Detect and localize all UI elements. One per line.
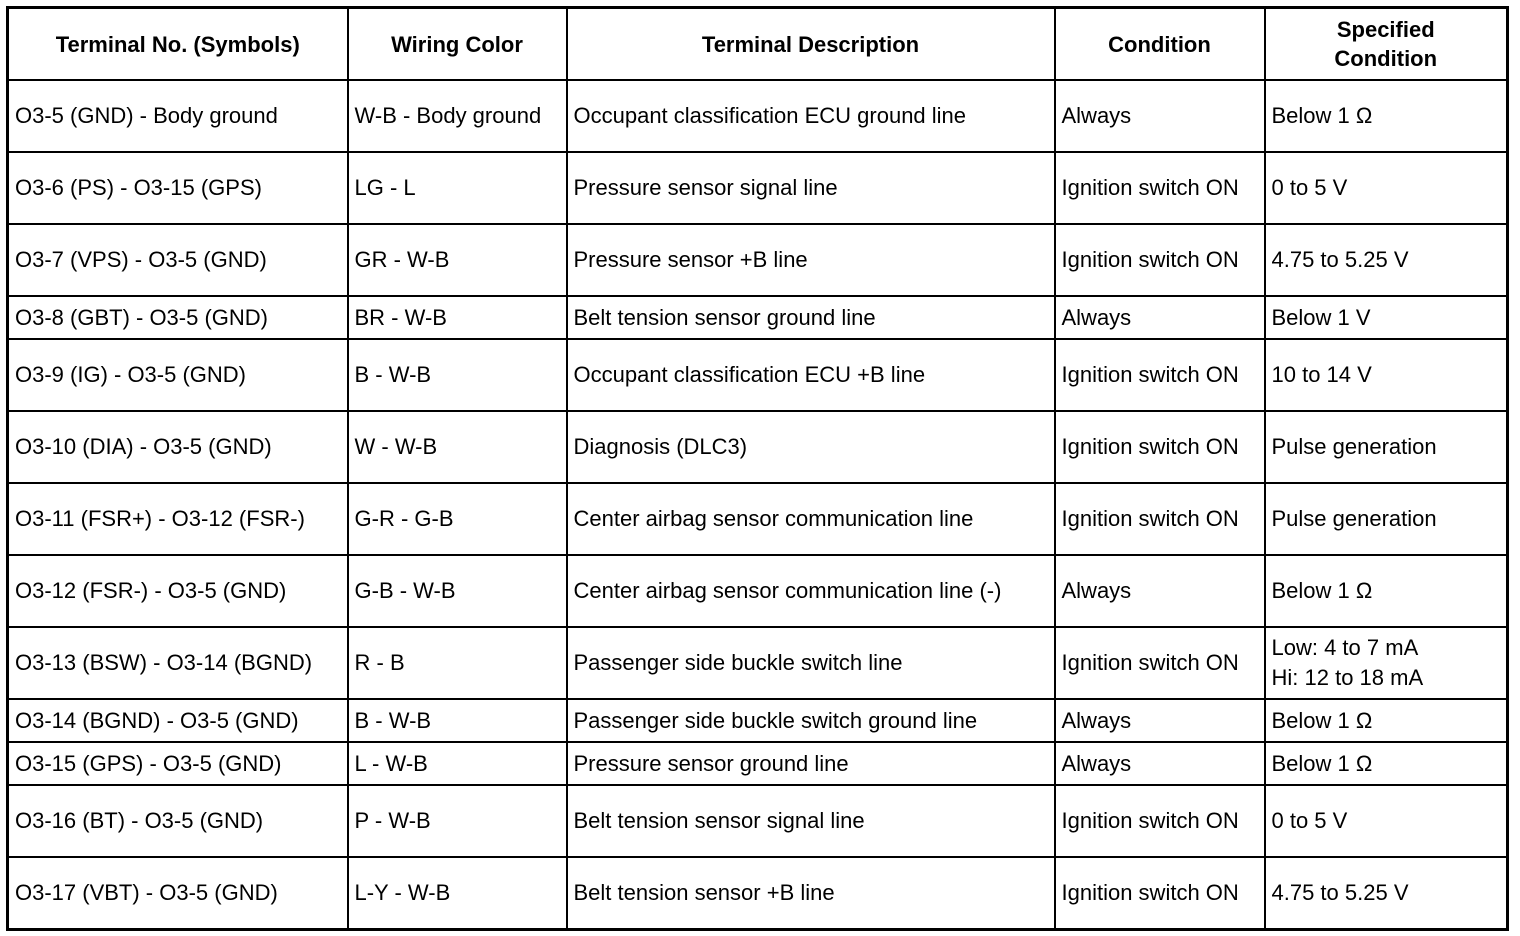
condition-cell: Ignition switch ON bbox=[1055, 411, 1265, 483]
table-row bbox=[8, 785, 1508, 857]
specified-condition-cell: 4.75 to 5.25 V bbox=[1265, 857, 1508, 930]
wiring-color-cell: G-B - W-B bbox=[348, 555, 567, 627]
description-cell: Belt tension sensor +B line bbox=[567, 857, 1055, 930]
description-cell: Occupant classification ECU ground line bbox=[567, 80, 1055, 152]
table-row bbox=[8, 224, 1508, 296]
specified-condition-cell: 0 to 5 V bbox=[1265, 152, 1508, 224]
specified-condition-cell: 4.75 to 5.25 V bbox=[1265, 224, 1508, 296]
terminal-cell: O3-12 (FSR-) - O3-5 (GND) bbox=[8, 555, 348, 627]
description-cell: Passenger side buckle switch line bbox=[567, 627, 1055, 699]
wiring-color-cell: W-B - Body ground bbox=[348, 80, 567, 152]
wiring-color-cell: R - B bbox=[348, 627, 567, 699]
terminal-cell: O3-11 (FSR+) - O3-12 (FSR-) bbox=[8, 483, 348, 555]
specified-condition-cell: 0 to 5 V bbox=[1265, 785, 1508, 857]
terminal-cell: O3-7 (VPS) - O3-5 (GND) bbox=[8, 224, 348, 296]
table-row bbox=[8, 699, 1508, 742]
specified-condition-cell: Pulse generation bbox=[1265, 483, 1508, 555]
description-cell: Pressure sensor ground line bbox=[567, 742, 1055, 785]
description-cell: Center airbag sensor communication line bbox=[567, 483, 1055, 555]
specified-condition-cell: Below 1 V bbox=[1265, 296, 1508, 339]
condition-cell: Ignition switch ON bbox=[1055, 785, 1265, 857]
terminal-cell: O3-8 (GBT) - O3-5 (GND) bbox=[8, 296, 348, 339]
description-cell: Belt tension sensor signal line bbox=[567, 785, 1055, 857]
table-row bbox=[8, 411, 1508, 483]
header-specified-condition: Specified Condition bbox=[1265, 8, 1508, 81]
header-terminal: Terminal No. (Symbols) bbox=[8, 8, 348, 81]
wiring-color-cell: B - W-B bbox=[348, 339, 567, 411]
terminal-spec-table bbox=[6, 6, 1509, 931]
condition-cell: Always bbox=[1055, 80, 1265, 152]
header-condition: Condition bbox=[1055, 8, 1265, 81]
condition-cell: Always bbox=[1055, 699, 1265, 742]
condition-cell: Always bbox=[1055, 742, 1265, 785]
terminal-cell: O3-17 (VBT) - O3-5 (GND) bbox=[8, 857, 348, 930]
terminal-cell: O3-14 (BGND) - O3-5 (GND) bbox=[8, 699, 348, 742]
description-cell: Center airbag sensor communication line (-) bbox=[567, 555, 1055, 627]
header-wiring-color: Wiring Color bbox=[348, 8, 567, 81]
table-row bbox=[8, 742, 1508, 785]
specified-condition-cell bbox=[1265, 627, 1508, 699]
terminal-cell: O3-10 (DIA) - O3-5 (GND) bbox=[8, 411, 348, 483]
table-row bbox=[8, 339, 1508, 411]
table-row bbox=[8, 483, 1508, 555]
condition-cell: Ignition switch ON bbox=[1055, 224, 1265, 296]
table-row bbox=[8, 627, 1508, 699]
wiring-color-cell: W - W-B bbox=[348, 411, 567, 483]
description-cell: Passenger side buckle switch ground line bbox=[567, 699, 1055, 742]
description-cell: Diagnosis (DLC3) bbox=[567, 411, 1055, 483]
description-cell: Belt tension sensor ground line bbox=[567, 296, 1055, 339]
table-row bbox=[8, 555, 1508, 627]
wiring-color-cell: P - W-B bbox=[348, 785, 567, 857]
specified-condition-cell: Pulse generation bbox=[1265, 411, 1508, 483]
specified-condition-line: Low: 4 to 7 mA bbox=[1271, 635, 1419, 660]
wiring-color-cell: L - W-B bbox=[348, 742, 567, 785]
terminal-cell: O3-6 (PS) - O3-15 (GPS) bbox=[8, 152, 348, 224]
wiring-color-cell: L-Y - W-B bbox=[348, 857, 567, 930]
header-row bbox=[8, 8, 1508, 81]
specified-condition-cell: Below 1 Ω bbox=[1265, 80, 1508, 152]
condition-cell: Ignition switch ON bbox=[1055, 152, 1265, 224]
condition-cell: Ignition switch ON bbox=[1055, 483, 1265, 555]
table-row bbox=[8, 80, 1508, 152]
terminal-cell: O3-13 (BSW) - O3-14 (BGND) bbox=[8, 627, 348, 699]
specified-condition-cell: 10 to 14 V bbox=[1265, 339, 1508, 411]
terminal-cell: O3-9 (IG) - O3-5 (GND) bbox=[8, 339, 348, 411]
description-cell: Pressure sensor +B line bbox=[567, 224, 1055, 296]
terminal-cell: O3-5 (GND) - Body ground bbox=[8, 80, 348, 152]
table-row bbox=[8, 152, 1508, 224]
description-cell: Occupant classification ECU +B line bbox=[567, 339, 1055, 411]
specified-condition-cell: Below 1 Ω bbox=[1265, 699, 1508, 742]
wiring-color-cell: GR - W-B bbox=[348, 224, 567, 296]
condition-cell: Ignition switch ON bbox=[1055, 339, 1265, 411]
specified-condition-line: Hi: 12 to 18 mA bbox=[1271, 665, 1424, 690]
condition-cell: Always bbox=[1055, 296, 1265, 339]
condition-cell: Always bbox=[1055, 555, 1265, 627]
table-row bbox=[8, 296, 1508, 339]
terminal-cell: O3-16 (BT) - O3-5 (GND) bbox=[8, 785, 348, 857]
wiring-color-cell: BR - W-B bbox=[348, 296, 567, 339]
specified-condition-cell: Below 1 Ω bbox=[1265, 742, 1508, 785]
specified-condition-cell: Below 1 Ω bbox=[1265, 555, 1508, 627]
wiring-color-cell: LG - L bbox=[348, 152, 567, 224]
table-row bbox=[8, 857, 1508, 930]
wiring-color-cell: B - W-B bbox=[348, 699, 567, 742]
condition-cell: Ignition switch ON bbox=[1055, 857, 1265, 930]
description-cell: Pressure sensor signal line bbox=[567, 152, 1055, 224]
condition-cell: Ignition switch ON bbox=[1055, 627, 1265, 699]
terminal-cell: O3-15 (GPS) - O3-5 (GND) bbox=[8, 742, 348, 785]
header-terminal-description: Terminal Description bbox=[567, 8, 1055, 81]
wiring-color-cell: G-R - G-B bbox=[348, 483, 567, 555]
